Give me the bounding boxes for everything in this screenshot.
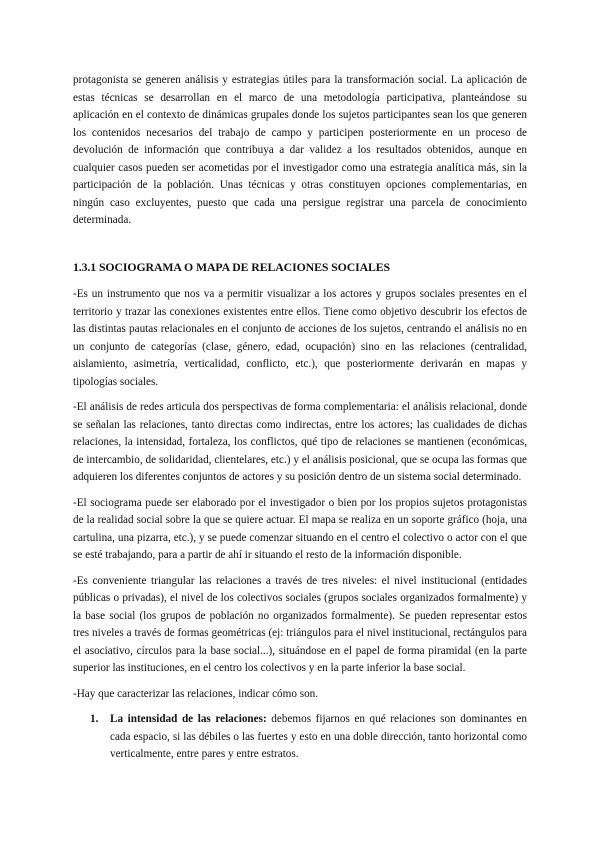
list-item — [73, 711, 527, 764]
document-page — [73, 72, 527, 764]
list-item-text: debemos fijarnos en qué relaciones son dominantes en cada espacio, si las débiles o las fuertes y esto en una doble dirección, tanto horizontal como verticalmente, entre pares y entre estratos. — [110, 713, 527, 760]
list-item-number: 1. — [90, 713, 99, 725]
body-paragraph: -El sociograma puede ser elaborado por el investigador o bien por los propios sujetos protagonistas de la realidad social sobre la que se quiere actuar. El mapa se realiza en un soporte gráfico (hoja, una cartulina, una pizarra, etc.), y se puede comenzar situando en el centro el colectivo o actor con el que se esté trabajando, para a partir de ahí ir situando el resto de la información disponible. — [73, 496, 527, 561]
body-paragraph: -Es un instrumento que nos va a permitir visualizar a los actores y grupos sociales presentes en el territorio y trazar las conexiones existentes entre ellos. Tiene como objetivo descubrir los efectos de las distintas pautas relacionales en el conjunto de acciones de los sujetos, centrando el análisis no en un conjunto de categorías (clase, género, edad, ocupación) sino en las relaciones (centralidad, aislamiento, asimetría, verticalidad, conflicto, etc.), que posteriormente derivarán en mapas y tipologías sociales. — [73, 288, 527, 388]
intro-paragraph: protagonista se generen análisis y estrategias útiles para la transformación social. La aplicación de estas técnicas se desarrollan en el marco de una metodología participativa, planteándose su aplicación en el contexto de dinámicas grupales donde los sujetos participantes sean los que generen los contenidos necesarios del trabajo de campo y participen posteriormente en un proceso de devolución de información que contribuya a dar validez a los resultados obtenidos, aunque en cualquier casos pueden ser acometidas por el investigador como una estrategia analítica más, sin la participación de la población. Unas técnicas y otras constituyen opciones complementarias, en ningún caso excluyentes, puesto que cada una persigue registrar una parcela de conocimiento determinada. — [73, 74, 527, 226]
numbered-list — [73, 711, 527, 764]
list-item-term: La intensidad de las relaciones: — [110, 713, 267, 725]
body-paragraph: -El análisis de redes articula dos perspectivas de forma complementaria: el análisis relacional, donde se señalan las relaciones, tanto directas como indirectas, entre los actores; las cualidades de dichas relaciones, la intensidad, fortaleza, los conflictos, qué tipo de relaciones se mantienen (económicas, de intercambio, de solidaridad, clientelares, etc.) y el análisis posicional, que se ocupa las formas que adquieren los diferentes conjuntos de actores y su posición dentro de un sistema social determinado. — [73, 401, 527, 483]
body-paragraph: -Hay que caracterizar las relaciones, indicar cómo son. — [73, 687, 319, 700]
section-heading: 1.3.1 SOCIOGRAMA O MAPA DE RELACIONES SOCIALES — [73, 259, 391, 274]
body-paragraph: -Es conveniente triangular las relaciones a través de tres niveles: el nivel institucional (entidades públicas o privadas), el nivel de los colectivos sociales (grupos sociales organizados formalmente) y la base social (los grupos de población no organizados formalmente). Se pueden representar estos tres niveles a través de formas geométricas (ej: triángulos para el nivel institucional, rectángulos para el asociativo, círculos para la base social...), situándose en el papel de forma piramidal (en la parte superior las instituciones, en el centro los colectivos y en la parte inferior la base social. — [73, 574, 527, 674]
